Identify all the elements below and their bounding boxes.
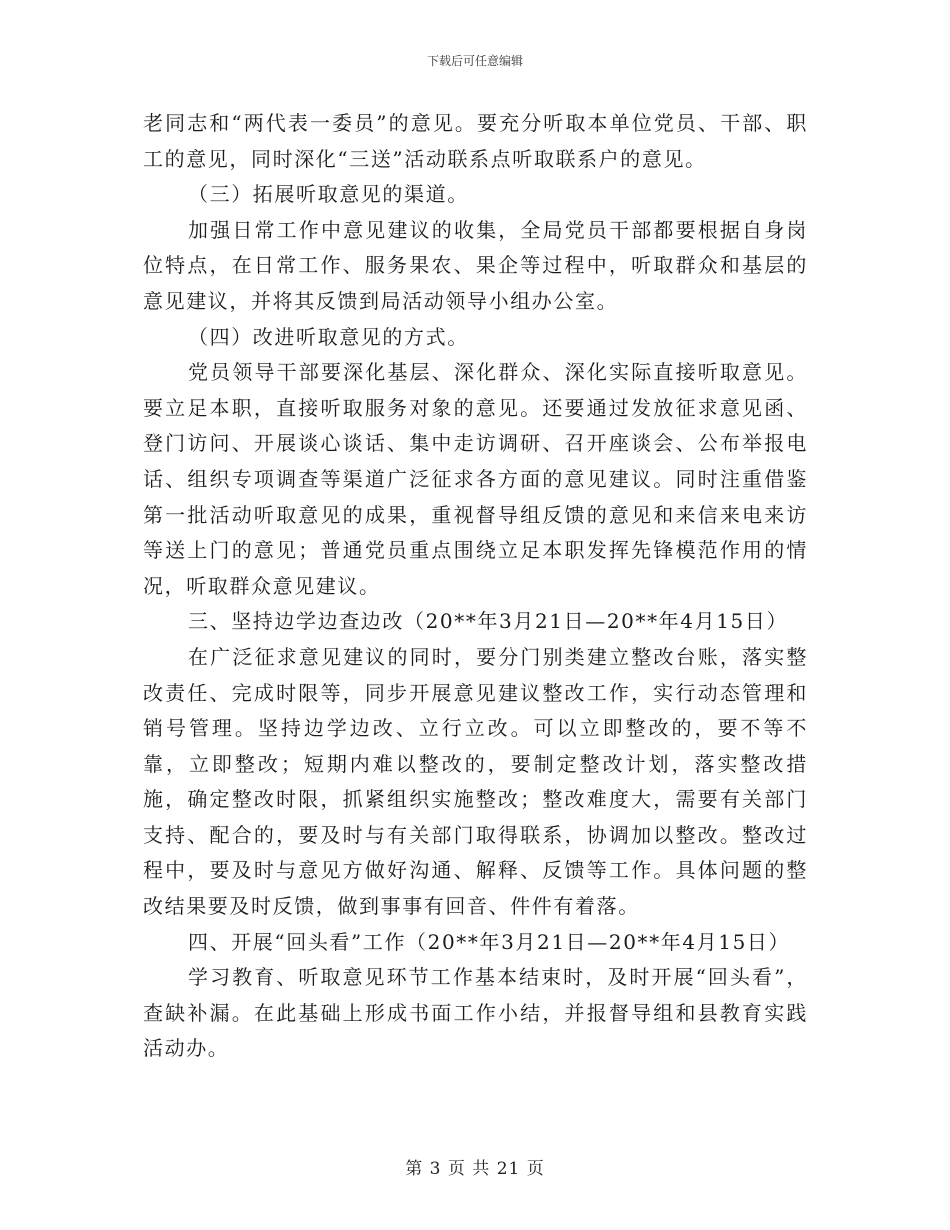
- document-body: [143, 106, 808, 1067]
- paragraph-daily-collection: 加强日常工作中意见建议的收集，全局党员干部都要根据自身岗位特点，在日常工作、服务果农、果企等过程中，听取群众和基层的意见建议，并将其反馈到局活动领导小组办公室。: [143, 217, 808, 313]
- paragraph-continuation: 老同志和“两代表一委员”的意见。要充分听取本单位党员、干部、职工的意见，同时深化“三送”活动联系点听取联系户的意见。: [143, 111, 808, 171]
- subheading-improve-methods: （四）改进听取意见的方式。: [188, 324, 469, 349]
- paragraph-look-back: 学习教育、听取意见环节工作基本结束时，及时开展“回头看”，查缺补漏。在此基础上形成书面工作小结，并报督导组和县教育实践活动办。: [143, 965, 808, 1061]
- page-number-footer: 第 3 页 共 21 页: [405, 1159, 545, 1179]
- paragraph-listening-methods: 党员领导干部要深化基层、深化群众、深化实际直接听取意见。要立足本职，直接听取服务对象的意见。还要通过发放征求意见函、登门访问、开展谈心谈话、集中走访调研、召开座谈会、公布举报电话、组织专项调查等渠道广泛征求各方面的意见建议。同时注重借鉴第一批活动听取意见的成果，重视督导组反馈的意见和来信来电来访等送上门的意见；普通党员重点围绕立足本职发挥先锋模范作用的情况，听取群众意见建议。: [143, 360, 808, 598]
- paragraph-rectification: 在广泛征求意见建议的同时，要分门别类建立整改台账，落实整改责任、完成时限等，同步开展意见建议整改工作，实行动态管理和销号管理。坚持边学边改、立行立改。可以立即整改的，要不等不靠，立即整改；短期内难以整改的，要制定整改计划，落实整改措施，确定整改时限，抓紧组织实施整改；整改难度大，需要有关部门支持、配合的，要及时与有关部门取得联系，协调加以整改。整改过程中，要及时与意见方做好沟通、解释、反馈等工作。具体问题的整改结果要及时反馈，做到事事有回音、件件有着落。: [143, 644, 808, 919]
- section-heading-look-back: 四、开展“回头看”工作（20**年3月21日—20**年4月15日）: [188, 929, 791, 954]
- page-header-note: 下载后可任意编辑: [426, 54, 523, 68]
- subheading-expand-channels: （三）拓展听取意见的渠道。: [188, 182, 469, 207]
- section-heading-learn-check-rectify: 三、坚持边学边查边改（20**年3月21日—20**年4月15日）: [188, 609, 789, 634]
